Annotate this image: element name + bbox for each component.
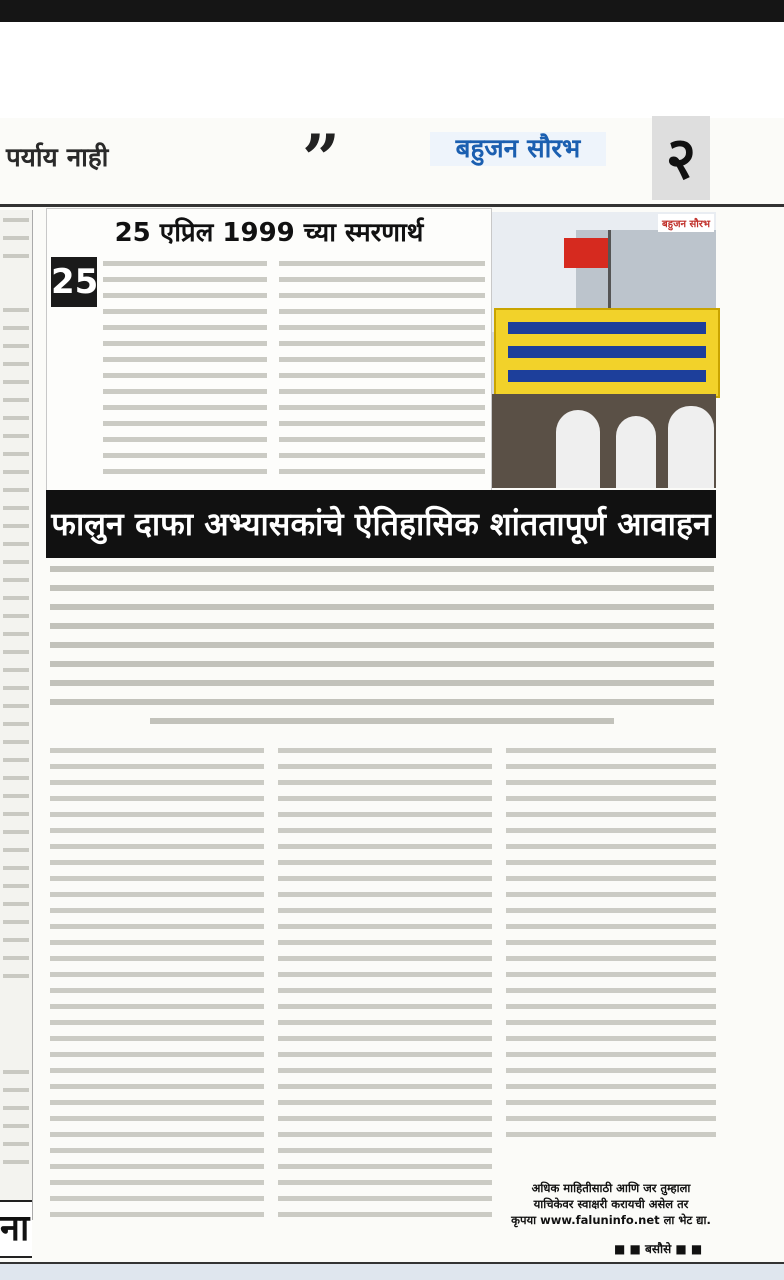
cropped-text-line <box>3 686 29 690</box>
person-figure <box>556 410 600 488</box>
article-text-block <box>279 261 485 489</box>
cropped-text-line <box>3 452 29 456</box>
masthead <box>0 118 784 204</box>
cropped-text-line <box>3 956 29 960</box>
cropped-text-line <box>3 848 29 852</box>
person-figure <box>616 416 656 488</box>
cropped-text-line <box>3 776 29 780</box>
cropped-text-line <box>3 362 29 366</box>
cropped-text-line <box>3 416 29 420</box>
cropped-text-line <box>3 758 29 762</box>
cropped-text-line <box>3 380 29 384</box>
cropped-text-line <box>3 434 29 438</box>
date-badge: 25 <box>51 257 97 307</box>
person-figure <box>668 406 714 488</box>
bottom-band <box>0 1264 784 1280</box>
photo-crowd <box>492 394 716 488</box>
cropped-text-line <box>3 1088 29 1092</box>
cropped-text-line <box>3 704 29 708</box>
cropped-text-line <box>3 542 29 546</box>
cropped-text-line <box>3 524 29 528</box>
contact-callout <box>506 1180 716 1228</box>
commemoration-heading: 25 एप्रिल 1999 च्या स्मरणार्थ <box>114 218 424 248</box>
cropped-text-line <box>3 938 29 942</box>
cropped-text-line <box>3 596 29 600</box>
cropped-text-line <box>3 1124 29 1128</box>
cropped-text-line <box>3 506 29 510</box>
cropped-text-line <box>3 254 29 258</box>
body-column-2 <box>278 748 492 1254</box>
cropped-text-line <box>3 794 29 798</box>
cropped-text-line <box>3 668 29 672</box>
masthead-rule <box>0 204 784 207</box>
cropped-text-line <box>3 830 29 834</box>
page-number: २ <box>652 116 710 200</box>
cropped-text-line <box>3 578 29 582</box>
cropped-text-line <box>3 866 29 870</box>
cropped-text-line <box>3 470 29 474</box>
contact-line: अधिक माहितीसाठी आणि जर तुम्हाला <box>531 1181 691 1195</box>
red-flag-icon <box>564 238 608 268</box>
cropped-text-line <box>3 920 29 924</box>
cropped-text-line <box>3 236 29 240</box>
cropped-text-line <box>3 740 29 744</box>
cropped-text-line <box>3 326 29 330</box>
contact-line: कृपया www.faluninfo.net ला भेट द्या. <box>511 1213 711 1227</box>
commemoration-box <box>46 208 492 492</box>
cropped-text-line <box>3 398 29 402</box>
section-title: पर्याय नाही <box>6 143 109 173</box>
contact-line: याचिकेवर स्वाक्षरी करायची असेल तर <box>533 1197 689 1211</box>
main-headline: फालुन दाफा अभ्यासकांचे ऐतिहासिक शांततापूर्ण आवाहन <box>46 490 716 558</box>
cropped-text-line <box>3 632 29 636</box>
cropped-text-line <box>3 344 29 348</box>
top-black-band <box>0 0 784 22</box>
article-text-block <box>103 261 267 489</box>
cropped-text-line <box>3 974 29 978</box>
cropped-text-line <box>3 1070 29 1074</box>
cropped-text-line <box>3 1160 29 1164</box>
appeal-paragraph <box>50 566 714 738</box>
cropped-text-line <box>3 1106 29 1110</box>
cropped-text-line <box>3 902 29 906</box>
protest-photo <box>492 212 716 488</box>
cropped-text-line <box>3 218 29 222</box>
cropped-text-line <box>3 884 29 888</box>
cropped-text-line <box>3 812 29 816</box>
body-column-3 <box>506 748 716 1174</box>
body-column-1 <box>50 748 264 1254</box>
cropped-text-line <box>3 560 29 564</box>
cropped-text-line <box>3 614 29 618</box>
cropped-text-line <box>3 650 29 654</box>
left-ad-glyph: ना <box>0 1200 32 1258</box>
end-mark: ■ ■ बसौसे ■ ■ <box>614 1242 703 1256</box>
quote-mark-icon: ” <box>302 120 340 198</box>
cropped-text-line <box>3 722 29 726</box>
photo-logo: बहुजन सौरभ <box>658 214 714 232</box>
top-margin <box>0 22 784 118</box>
left-adjacent-column <box>0 210 33 1249</box>
yellow-banner <box>494 308 720 398</box>
brand-logo: बहुजन सौरभ <box>430 132 606 166</box>
cropped-text-line <box>3 308 29 312</box>
cropped-text-line <box>3 488 29 492</box>
cropped-text-line <box>3 1142 29 1146</box>
